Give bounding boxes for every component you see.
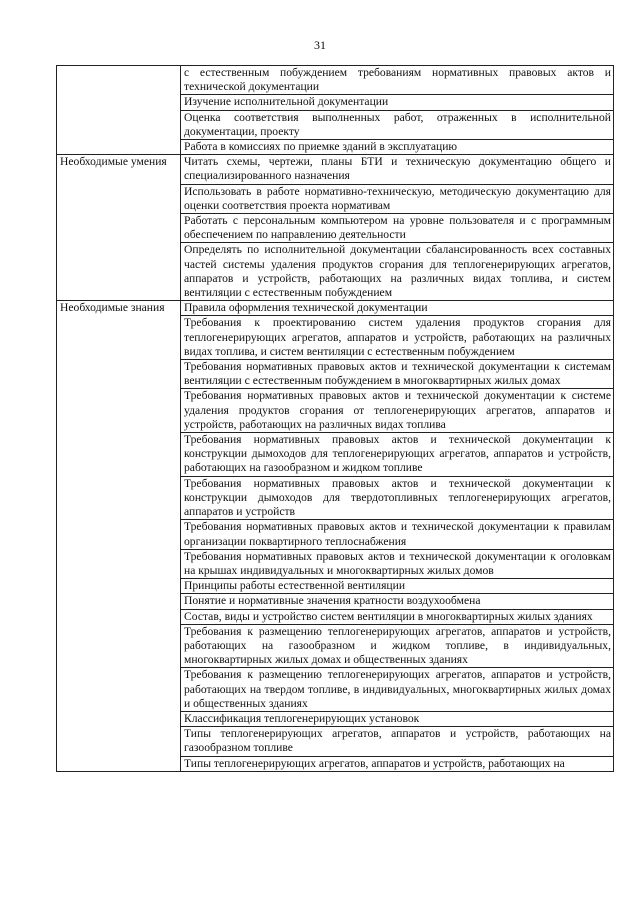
requirement-cell: Требования нормативных правовых актов и технической документации к системе удаления продуктов сгорания от теплогенерирующих агрегатов, аппаратов и устройств, работающих на различных видах топлива xyxy=(181,389,614,433)
requirement-cell: Требования нормативных правовых актов и технической документации к системам вентиляции с естественным побуждением в многоквартирных жилых домах xyxy=(181,360,614,389)
table-row xyxy=(57,301,614,316)
requirement-cell: Читать схемы, чертежи, планы БТИ и техническую документацию общего и специализированного назначения xyxy=(181,155,614,184)
requirement-cell: Классификация теплогенерирующих установок xyxy=(181,711,614,726)
requirement-cell: Требования к размещению теплогенерирующих агрегатов, аппаратов и устройств, работающих на газообразном и жидком топливе, в индивидуальных, многоквартирных жилых домах и общественных зданиях xyxy=(181,624,614,668)
table-row xyxy=(57,66,614,95)
requirement-cell: Понятие и нормативные значения кратности воздухообмена xyxy=(181,594,614,609)
requirement-cell: Требования нормативных правовых актов и технической документации к оголовкам на крышах индивидуальных и многоквартирных жилых домов xyxy=(181,549,614,578)
requirement-cell: Изучение исполнительной документации xyxy=(181,95,614,110)
table-row xyxy=(57,155,614,184)
requirement-cell: Определять по исполнительной документации сбалансированность всех составных частей системы удаления продуктов сгорания для теплогенерирующих агрегатов, аппаратов и устройств, работающих на различных видах топлива, и систем вентиляции с естественным побуждением xyxy=(181,243,614,301)
requirement-cell: Типы теплогенерирующих агрегатов, аппаратов и устройств, работающих на газообразном топливе xyxy=(181,727,614,756)
requirement-cell: Требования нормативных правовых актов и технической документации к конструкции дымоходов для теплогенерирующих агрегатов, аппаратов и устройств, работающих на газообразном и жидком топливе xyxy=(181,433,614,477)
requirement-cell: Требования нормативных правовых актов и технической документации к конструкции дымоходов для твердотопливных теплогенерирующих агрегатов, аппаратов и устройств xyxy=(181,476,614,520)
section-label: Необходимые знания xyxy=(57,301,181,772)
requirement-cell: Требования к проектированию систем удаления продуктов сгорания для теплогенерирующих агрегатов, аппаратов и устройств, работающих на различных видах топлива, и систем вентиляции с естественным побуждением xyxy=(181,316,614,360)
table-body xyxy=(57,66,614,772)
requirement-cell: Требования к размещению теплогенерирующих агрегатов, аппаратов и устройств, работающих на твердом топливе, в индивидуальных, многоквартирных жилых домах и общественных зданиях xyxy=(181,668,614,712)
section-label: Необходимые умения xyxy=(57,155,181,301)
requirement-cell: с естественным побуждением требованиям нормативных правовых актов и технической документации xyxy=(181,66,614,95)
requirement-cell: Принципы работы естественной вентиляции xyxy=(181,579,614,594)
requirement-cell: Типы теплогенерирующих агрегатов, аппаратов и устройств, работающих на xyxy=(181,756,614,771)
requirement-cell: Работа в комиссиях по приемке зданий в эксплуатацию xyxy=(181,140,614,155)
page-number: 31 xyxy=(314,38,326,52)
requirement-cell: Состав, виды и устройство систем вентиляции в многоквартирных жилых зданиях xyxy=(181,609,614,624)
requirement-cell: Использовать в работе нормативно-техническую, методическую документацию для оценки соответствия проекта нормативам xyxy=(181,184,614,213)
requirement-cell: Оценка соответствия выполненных работ, отраженных в исполнительной документации, проекту xyxy=(181,110,614,139)
requirement-cell: Правила оформления технической документации xyxy=(181,301,614,316)
section-label xyxy=(57,66,181,155)
requirement-cell: Работать с персональным компьютером на уровне пользователя и с программным обеспечением по направлению деятельности xyxy=(181,214,614,243)
requirement-cell: Требования нормативных правовых актов и технической документации к правилам организации поквартирного теплоснабжения xyxy=(181,520,614,549)
competency-table xyxy=(56,65,614,772)
